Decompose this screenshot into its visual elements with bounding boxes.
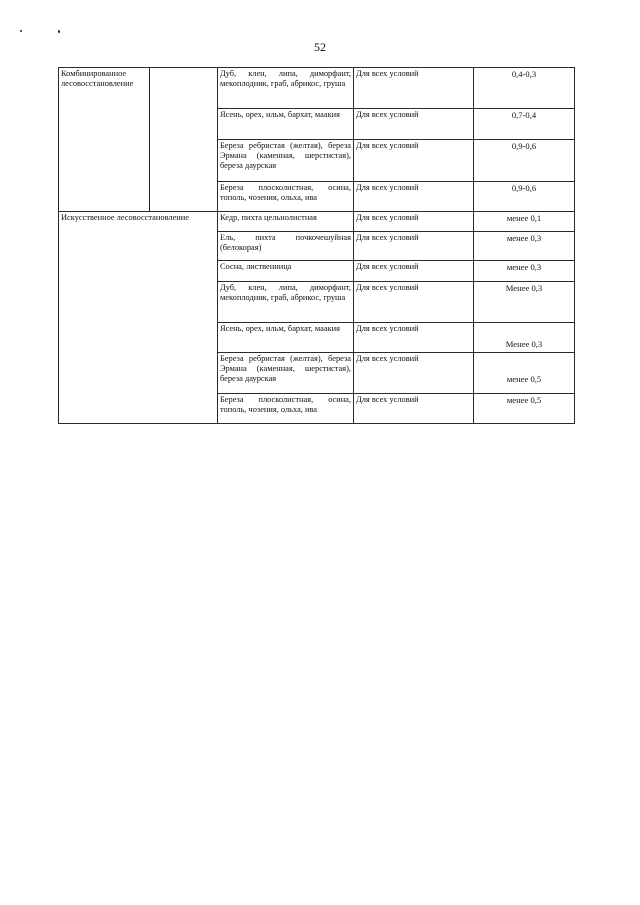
method-cell: Искусственное лесовосстановление [59,212,218,424]
species-cell: Дуб, клен, липа, диморфант, мекоплодник, граб, абрикос, груша [218,282,354,323]
table-row [59,68,575,109]
species-cell: Ель, пихта почкочешуйная (белокорая) [218,232,354,261]
value-cell: 0,7-0,4 [474,109,575,140]
empty-cell [150,68,218,212]
value-cell: Менее 0,3 [474,282,575,323]
value-cell: менее 0,1 [474,212,575,232]
method-cell: Комбинированное лесовосстановление [59,68,150,212]
conditions-cell: Для всех условий [354,261,474,282]
value-cell: 0,9-0,6 [474,182,575,212]
conditions-cell: Для всех условий [354,68,474,109]
conditions-cell: Для всех условий [354,353,474,394]
scan-speck [20,30,22,32]
conditions-cell: Для всех условий [354,323,474,353]
table-row [59,212,575,232]
scan-speck [58,30,60,33]
conditions-cell: Для всех условий [354,282,474,323]
conditions-cell: Для всех условий [354,182,474,212]
species-cell: Кедр, пихта цельнолистная [218,212,354,232]
species-cell: Береза ребристая (желтая), береза Эрмана (каменная, шерстистая), береза даурская [218,140,354,182]
value-cell: менее 0,5 [474,353,575,394]
conditions-cell: Для всех условий [354,140,474,182]
value-cell: менее 0,5 [474,394,575,424]
value-cell: Менее 0,3 [474,323,575,353]
species-cell: Ясень, орех, ильм, бархат, маакия [218,109,354,140]
reforestation-table [58,67,575,424]
conditions-cell: Для всех условий [354,109,474,140]
page-number: 52 [314,40,326,54]
species-cell: Сосна, лиственница [218,261,354,282]
value-cell: менее 0,3 [474,261,575,282]
conditions-cell: Для всех условий [354,394,474,424]
species-cell: Береза плосколистная, осина, тополь, чозения, ольха, ива [218,394,354,424]
species-cell: Дуб, клен, липа, диморфант, мекоплодник, граб, абрикос, груша [218,68,354,109]
value-cell: менее 0,3 [474,232,575,261]
species-cell: Береза плосколистная, осина, тополь, чозения, ольха, ива [218,182,354,212]
species-cell: Ясень, орех, ильм, бархат, маакия [218,323,354,353]
conditions-cell: Для всех условий [354,212,474,232]
value-cell: 0,4-0,3 [474,68,575,109]
value-cell: 0,9-0,6 [474,140,575,182]
conditions-cell: Для всех условий [354,232,474,261]
species-cell: Береза ребристая (желтая), береза Эрмана (каменная, шерстистая), береза даурская [218,353,354,394]
